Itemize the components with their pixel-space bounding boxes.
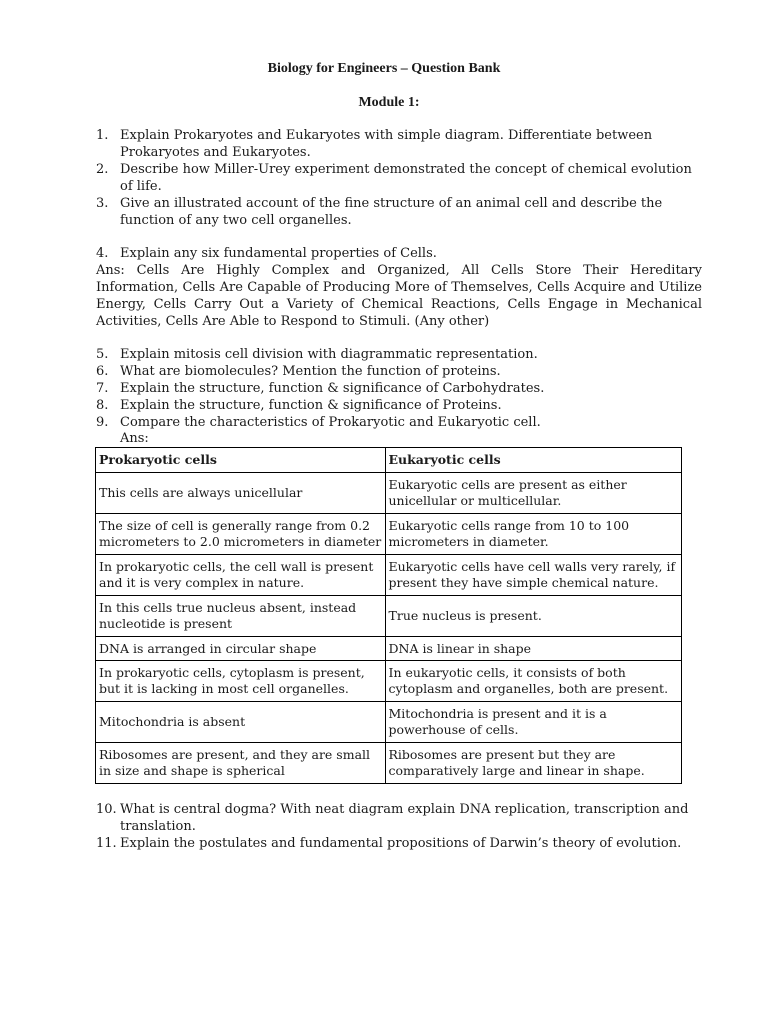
question-item <box>96 397 702 414</box>
table-row <box>96 596 682 637</box>
column-header: Prokaryotic cells <box>96 448 386 473</box>
question-number: 11. <box>96 836 117 851</box>
question-item <box>96 380 702 397</box>
table-cell: This cells are always unicellular <box>96 473 386 514</box>
answer-9-label: Ans: <box>120 431 149 446</box>
question-number: 9. <box>96 415 109 430</box>
question-number: 1. <box>96 128 109 143</box>
table-row <box>96 637 682 661</box>
question-4-block <box>96 245 702 262</box>
answer-4-text: Ans: Cells Are Highly Complex and Organized, All Cells Store Their Hereditary Information, Cells Are Capable of Producing More of Themselves, Cells Acquire and Utilize Energy, Cells Carry Out a Variety of Chemical Reactions, Cells Engage in Mechanical Activities, Cells Are Able to Respond to Stimuli. (Any other) <box>96 263 702 329</box>
table-cell: The size of cell is generally range from 0.2 micrometers to 2.0 micrometers in diameter <box>96 514 386 555</box>
question-text: Explain any six fundamental properties of Cells. <box>120 246 437 261</box>
table-cell: Mitochondria is present and it is a powerhouse of cells. <box>385 702 682 743</box>
table-row <box>96 514 682 555</box>
question-text: Explain Prokaryotes and Eukaryotes with simple diagram. Differentiate between Prokaryotes and Eukaryotes. <box>120 128 653 160</box>
table-row <box>96 702 682 743</box>
question-text: Give an illustrated account of the fine structure of an animal cell and describe the function of any two cell organelles. <box>120 196 663 228</box>
question-number: 6. <box>96 364 109 379</box>
table-cell: In prokaryotic cells, the cell wall is present and it is very complex in nature. <box>96 555 386 596</box>
question-list-1 <box>96 127 702 229</box>
table-cell: In this cells true nucleus absent, instead nucleotide is present <box>96 596 386 637</box>
column-header: Eukaryotic cells <box>385 448 682 473</box>
question-number: 5. <box>96 347 109 362</box>
table-cell: DNA is linear in shape <box>385 637 682 661</box>
table-cell: Mitochondria is absent <box>96 702 386 743</box>
question-text: Describe how Miller-Urey experiment demonstrated the concept of chemical evolution of life. <box>120 162 692 194</box>
question-item <box>96 161 702 195</box>
table-cell: In eukaryotic cells, it consists of both cytoplasm and organelles, both are present. <box>385 661 682 702</box>
question-item <box>96 801 702 835</box>
question-text: Compare the characteristics of Prokaryotic and Eukaryotic cell. <box>120 415 541 430</box>
question-text: Explain the structure, function & significance of Proteins. <box>120 398 502 413</box>
question-item <box>96 363 702 380</box>
question-text: Explain the postulates and fundamental propositions of Darwin’s theory of evolution. <box>120 836 682 851</box>
table-cell: Ribosomes are present but they are comparatively large and linear in shape. <box>385 743 682 784</box>
question-text: Explain the structure, function & significance of Carbohydrates. <box>120 381 545 396</box>
module-heading: Module 1: <box>358 95 420 110</box>
question-number: 10. <box>96 802 117 817</box>
question-number: 4. <box>96 246 109 261</box>
question-list-3 <box>96 801 702 852</box>
comparison-table <box>95 447 682 784</box>
question-item <box>96 127 702 161</box>
question-number: 8. <box>96 398 109 413</box>
table-row <box>96 743 682 784</box>
question-text: What is central dogma? With neat diagram explain DNA replication, transcription and translation. <box>120 802 689 834</box>
question-item <box>96 835 702 852</box>
page-title: Biology for Engineers – Question Bank <box>267 61 501 76</box>
question-text: Explain mitosis cell division with diagrammatic representation. <box>120 347 538 362</box>
table-row <box>96 473 682 514</box>
table-cell: Ribosomes are present, and they are small in size and shape is spherical <box>96 743 386 784</box>
table-cell: DNA is arranged in circular shape <box>96 637 386 661</box>
table-row <box>96 555 682 596</box>
question-item <box>96 245 702 262</box>
question-number: 7. <box>96 381 109 396</box>
table-row <box>96 661 682 702</box>
table-cell: In prokaryotic cells, cytoplasm is present, but it is lacking in most cell organelles. <box>96 661 386 702</box>
table-cell: Eukaryotic cells are present as either unicellular or multicellular. <box>385 473 682 514</box>
table-cell: True nucleus is present. <box>385 596 682 637</box>
table-header-row <box>96 448 682 473</box>
question-number: 3. <box>96 196 109 211</box>
question-item <box>96 346 702 363</box>
question-text: What are biomolecules? Mention the function of proteins. <box>120 364 501 379</box>
question-item <box>96 195 702 229</box>
table-cell: Eukaryotic cells range from 10 to 100 micrometers in diameter. <box>385 514 682 555</box>
question-number: 2. <box>96 162 109 177</box>
table-cell: Eukaryotic cells have cell walls very rarely, if present they have simple chemical nature. <box>385 555 682 596</box>
question-list-2 <box>96 346 702 431</box>
question-item <box>96 414 702 431</box>
